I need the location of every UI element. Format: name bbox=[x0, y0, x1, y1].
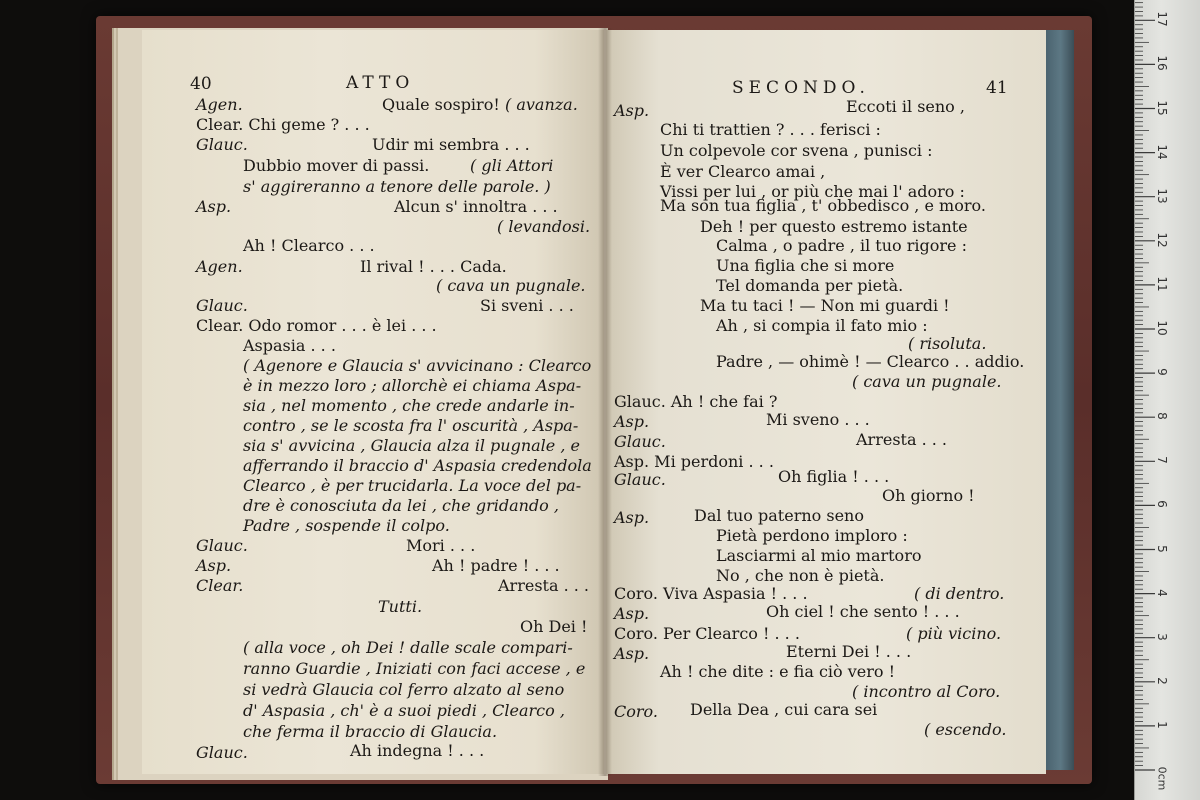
ruler-number: 15 bbox=[1155, 99, 1169, 116]
speaker: Asp. bbox=[614, 604, 650, 623]
verse-line: Ah , si compia il fato mio : bbox=[716, 316, 928, 335]
stage-direction: ( incontro al Coro. bbox=[852, 682, 1001, 701]
verse-line: Eccoti il seno , bbox=[846, 97, 965, 116]
verse-line: Clear. Odo romor . . . è lei . . . bbox=[196, 316, 437, 335]
verse-line: Un colpevole cor svena , punisci : bbox=[660, 141, 933, 160]
stage-direction: Padre , sospende il colpo. bbox=[243, 516, 450, 535]
verse-line: Oh giorno ! bbox=[882, 486, 975, 505]
verse-line: Ah ! che dite : e fia ciò vero ! bbox=[660, 662, 896, 681]
verse-line: Oh Dei ! bbox=[520, 617, 588, 636]
stage-direction: ( avanza. bbox=[505, 95, 578, 114]
verse-line: Ah indegna ! . . . bbox=[350, 741, 485, 760]
speaker: Agen. bbox=[196, 95, 243, 114]
verse-line: Chi ti trattien ? . . . ferisci : bbox=[660, 120, 881, 139]
ruler-number: 16 bbox=[1155, 55, 1169, 72]
verse-line: Pietà perdono imploro : bbox=[716, 526, 908, 545]
stage-direction: s' aggireranno a tenore delle parole. ) bbox=[243, 177, 551, 196]
verse-line: Ah ! Clearco . . . bbox=[243, 236, 375, 255]
ruler-number: 7 bbox=[1155, 456, 1169, 465]
stage-direction: ( Agenore e Glaucia s' avvicinano : Clearco bbox=[243, 356, 592, 375]
ruler-number: 5 bbox=[1155, 544, 1169, 553]
ruler-number: 13 bbox=[1155, 188, 1169, 204]
running-header-right: SECONDO. bbox=[732, 78, 870, 98]
stage-direction: Clearco , è per trucidarla. La voce del pa- bbox=[243, 476, 582, 495]
stage-direction: d' Aspasia , ch' è a suoi piedi , Clearco , bbox=[243, 701, 565, 720]
verse-line: No , che non è pietà. bbox=[716, 566, 885, 585]
speaker: Tutti. bbox=[378, 597, 423, 616]
verse-line: Quale sospiro! bbox=[382, 95, 500, 114]
verse-line: Della Dea , cui cara sei bbox=[690, 700, 878, 719]
speaker: Glauc. bbox=[196, 135, 248, 154]
verse-line: Lasciarmi al mio martoro bbox=[716, 546, 922, 565]
stage-direction: ( cava un pugnale. bbox=[436, 276, 586, 295]
speaker: Agen. bbox=[196, 257, 243, 276]
stage-direction: ( più vicino. bbox=[906, 624, 1002, 643]
ruler-number: 11 bbox=[1155, 276, 1169, 292]
verse-line: Arresta . . . bbox=[498, 576, 590, 595]
ruler-number: 14 bbox=[1155, 143, 1169, 160]
stage-direction: ( cava un pugnale. bbox=[852, 372, 1002, 391]
speaker: Glauc. bbox=[196, 296, 248, 315]
stage-direction: afferrando il braccio d' Aspasia credendola bbox=[243, 456, 592, 475]
speaker: Asp. bbox=[614, 412, 650, 431]
verse-line: Calma , o padre , il tuo rigore : bbox=[716, 236, 967, 255]
stage-direction: contro , se le scosta fra l' oscurità , Aspa- bbox=[243, 416, 579, 435]
verse-line: Oh ciel ! che sento ! . . . bbox=[766, 602, 960, 621]
verse-line: Eterni Dei ! . . . bbox=[786, 642, 912, 661]
ruler-number: 8 bbox=[1155, 412, 1169, 420]
stage-direction: ( escendo. bbox=[924, 720, 1007, 739]
speaker: Asp. bbox=[614, 508, 650, 527]
verse-line: Oh figlia ! . . . bbox=[778, 467, 890, 486]
verse-line: Ah ! padre ! . . . bbox=[432, 556, 560, 575]
verse-line: Ma tu taci ! — Non mi guardi ! bbox=[700, 296, 950, 315]
verse-line: È ver Clearco amai , bbox=[660, 162, 826, 181]
speaker: Coro. bbox=[614, 702, 658, 721]
verse-line: Arresta . . . bbox=[856, 430, 948, 449]
speaker: Clear. bbox=[196, 576, 244, 595]
stage-direction: ranno Guardie , Iniziati con faci accese , e bbox=[243, 659, 586, 678]
ruler-number: 1 bbox=[1155, 721, 1169, 729]
verse-line: Una figlia che si more bbox=[716, 256, 895, 275]
verse-line: Il rival ! . . . Cada. bbox=[360, 257, 507, 276]
page-number-right: 41 bbox=[986, 78, 1008, 98]
stage-direction: sia s' avvicina , Glaucia alza il pugnale , e bbox=[243, 436, 580, 455]
ruler-number: 12 bbox=[1155, 232, 1169, 248]
stage-direction: dre è conosciuta da lei , che gridando , bbox=[243, 496, 559, 515]
verse-line: Mi sveno . . . bbox=[766, 410, 870, 429]
stage-direction: si vedrà Glaucia col ferro alzato al seno bbox=[243, 680, 565, 699]
verse-line: Tel domanda per pietà. bbox=[716, 276, 904, 295]
verse-line: Clear. Chi geme ? . . . bbox=[196, 115, 370, 134]
verse-line: Glauc. Ah ! che fai ? bbox=[614, 392, 778, 411]
verse-line: Dal tuo paterno seno bbox=[694, 506, 864, 525]
verse-line: Ma son tua figlia , t' obbedisco , e moro. bbox=[660, 196, 986, 215]
stage-direction: ( di dentro. bbox=[914, 584, 1005, 603]
speaker: Asp. bbox=[614, 101, 650, 120]
speaker: Asp. bbox=[196, 556, 232, 575]
stage-direction: che ferma il braccio di Glaucia. bbox=[243, 722, 498, 741]
ruler-number: 3 bbox=[1155, 632, 1169, 641]
ruler-number: 17 bbox=[1155, 11, 1169, 27]
book-gutter bbox=[598, 28, 612, 776]
verse-line: Padre , — ohimè ! — Clearco . . addio. bbox=[716, 352, 1025, 371]
verse-line: Si sveni . . . bbox=[480, 296, 574, 315]
verse-line: Dubbio mover di passi. bbox=[243, 156, 430, 175]
ruler-number: 6 bbox=[1155, 500, 1169, 509]
verse-line: Mori . . . bbox=[406, 536, 476, 555]
speaker: Glauc. bbox=[196, 743, 248, 762]
stage-direction: sia , nel momento , che crede andarle in- bbox=[243, 396, 575, 415]
stage-direction: ( levandosi. bbox=[497, 217, 591, 236]
stage-direction: ( gli Attori bbox=[470, 156, 554, 175]
stage-direction: ( alla voce , oh Dei ! dalle scale compari- bbox=[243, 638, 573, 657]
running-header-left: ATTO bbox=[346, 73, 415, 93]
ruler-number: 9 bbox=[1155, 368, 1169, 376]
verse-line: Alcun s' innoltra . . . bbox=[394, 197, 558, 216]
verse-line: Udir mi sembra . . . bbox=[372, 135, 530, 154]
cover-edge bbox=[1044, 30, 1074, 770]
verse-line: Deh ! per questo estremo istante bbox=[700, 217, 968, 236]
speaker: Asp. bbox=[614, 644, 650, 663]
verse-line: Coro. Viva Aspasia ! . . . bbox=[614, 584, 808, 603]
speaker: Glauc. bbox=[614, 432, 666, 451]
ruler-unit-label: 0cm bbox=[1155, 766, 1169, 791]
verse-line: Coro. Per Clearco ! . . . bbox=[614, 624, 800, 643]
verse-line: Asp. Mi perdoni . . . bbox=[614, 452, 774, 471]
stage-direction: ( risoluta. bbox=[908, 334, 987, 353]
ruler-number: 4 bbox=[1155, 588, 1169, 597]
speaker: Glauc. bbox=[614, 470, 666, 489]
verse-line: Vissi per lui , or più che mai l' adoro : bbox=[660, 182, 965, 201]
verse-line: Aspasia . . . bbox=[243, 336, 336, 355]
speaker: Asp. bbox=[196, 197, 232, 216]
ruler-number: 2 bbox=[1155, 676, 1169, 685]
page-number-left: 40 bbox=[190, 74, 212, 94]
stage-direction: è in mezzo loro ; allorchè ei chiama Aspa- bbox=[243, 376, 582, 395]
ruler-number: 10 bbox=[1155, 320, 1169, 336]
speaker: Glauc. bbox=[196, 536, 248, 555]
